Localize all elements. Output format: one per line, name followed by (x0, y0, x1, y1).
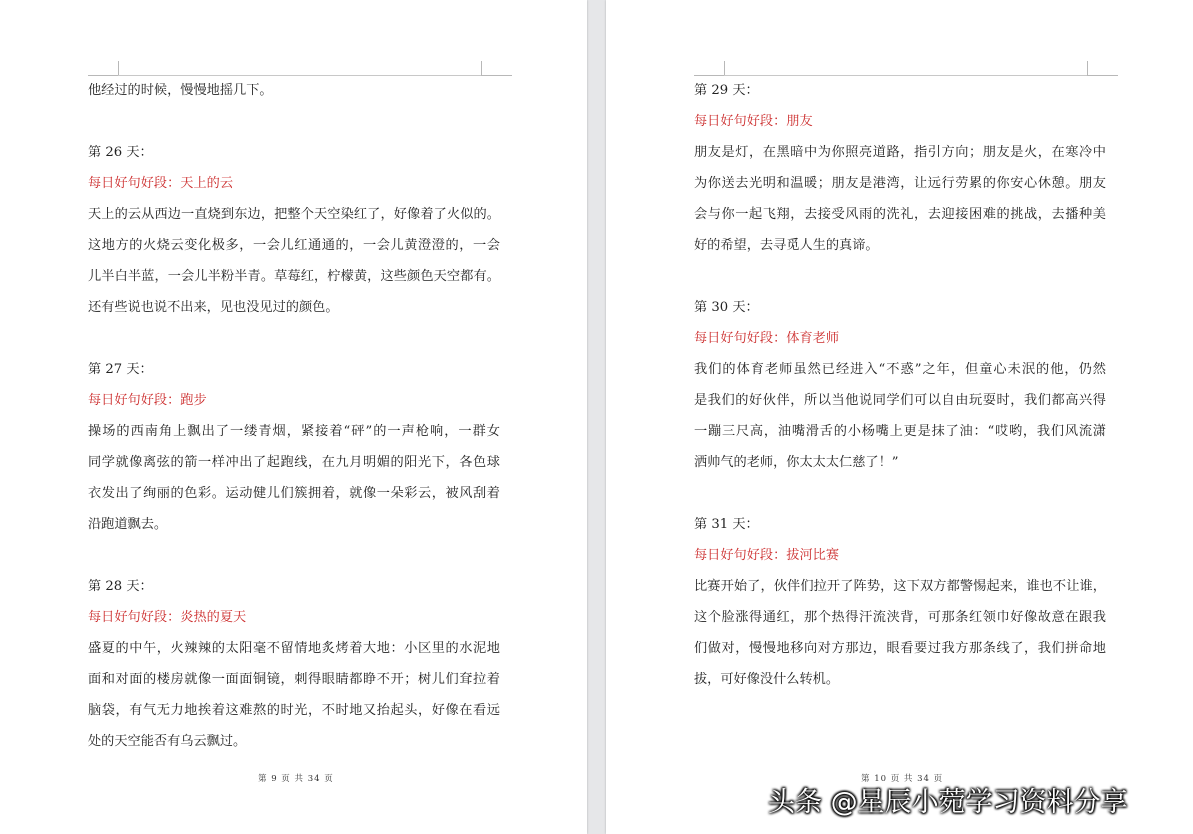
section-title: 每日好句好段：拔河比赛 (694, 548, 840, 563)
margin-corner-mark (1087, 61, 1118, 76)
body-line: 脑袋，有气无力地挨着这难熬的时光，不时地又抬起头，好像在看远 (88, 703, 500, 718)
body-line: 天上的云从西边一直烧到东边，把整个天空染红了，好像着了火似的。 (88, 207, 500, 222)
section-title: 每日好句好段：朋友 (694, 114, 813, 129)
body-line: 面和对面的楼房就像一面面铜镜，刺得眼睛都睁不开；树儿们耷拉着 (88, 672, 500, 687)
body-line: 为你送去光明和温暖；朋友是港湾，让远行劳累的你安心休憩。朋友 (694, 176, 1106, 191)
watermark-text: 头条 @星辰小菀学习资料分享 (768, 787, 1128, 818)
body-line: 衣发出了绚丽的色彩。运动健儿们簇拥着，就像一朵彩云，被风刮着 (88, 486, 500, 501)
body-line: 我们的体育老师虽然已经进入“不惑”之年，但童心未泯的他，仍然 (694, 362, 1106, 377)
body-line: 还有些说也说不出来，见也没见过的颜色。 (88, 300, 339, 315)
body-line: 操场的西南角上飘出了一缕青烟，紧接着“砰”的一声枪响，一群女 (88, 424, 500, 439)
body-line: 沿跑道飘去。 (88, 517, 168, 532)
day-heading: 第 31 天： (694, 517, 759, 532)
day-heading: 第 27 天： (88, 362, 153, 377)
body-line: 是我们的好伙伴，所以当他说同学们可以自由玩耍时，我们都高兴得 (694, 393, 1106, 408)
document-page-9 (0, 0, 587, 834)
day-heading: 第 26 天： (88, 145, 153, 160)
body-line: 会与你一起飞翔，去接受风雨的洗礼，去迎接困难的挑战，去播种美 (694, 207, 1106, 222)
body-line: 好的希望，去寻觅人生的真谛。 (694, 238, 879, 253)
section-title: 每日好句好段：天上的云 (88, 176, 234, 191)
body-line: 洒帅气的老师，你太太太仁慈了！” (694, 455, 899, 470)
body-line: 拔，可好像没什么转机。 (694, 672, 840, 687)
body-line: 同学就像离弦的箭一样冲出了起跑线，在九月明媚的阳光下，各色球 (88, 455, 500, 470)
section-title: 每日好句好段：跑步 (88, 393, 207, 408)
section-title: 每日好句好段：炎热的夏天 (88, 610, 247, 625)
margin-corner-mark (694, 61, 725, 76)
body-line: 比赛开始了，伙伴们拉开了阵势，这下双方都警惕起来，谁也不让谁， (694, 579, 1106, 594)
page-number-footer: 第 9 页 共 34 页 (258, 774, 334, 784)
section-title: 每日好句好段：体育老师 (694, 331, 840, 346)
body-line: 这地方的火烧云变化极多，一会儿红通通的，一会儿黄澄澄的，一会 (88, 238, 500, 253)
page-content (694, 75, 1106, 695)
body-line: 一蹦三尺高，油嘴滑舌的小杨嘴上更是抹了油：“哎哟，我们风流潇 (694, 424, 1106, 439)
body-line: 盛夏的中午，火辣辣的太阳毫不留情地炙烤着大地：小区里的水泥地 (88, 641, 500, 656)
body-line: 他经过的时候，慢慢地摇几下。 (88, 83, 273, 98)
body-line: 儿半白半蓝，一会儿半粉半青。草莓红，柠檬黄，这些颜色天空都有。 (88, 269, 500, 284)
margin-corner-mark (481, 61, 512, 76)
page-content (88, 75, 500, 757)
document-page-10 (606, 0, 1193, 834)
day-heading: 第 30 天： (694, 300, 759, 315)
day-heading: 第 28 天： (88, 579, 153, 594)
day-heading: 第 29 天： (694, 83, 759, 98)
body-line: 们做对，慢慢地移向对方那边，眼看要过我方那条线了，我们拼命地 (694, 641, 1106, 656)
body-line: 这个脸涨得通红，那个热得汗流浃背，可那条红领巾好像故意在跟我 (694, 610, 1106, 625)
body-line: 朋友是灯，在黑暗中为你照亮道路，指引方向；朋友是火，在寒冷中 (694, 145, 1106, 160)
margin-corner-mark (88, 61, 119, 76)
body-line: 处的天空能否有乌云飘过。 (88, 734, 247, 749)
page-number-footer: 第 10 页 共 34 页 (861, 774, 944, 784)
